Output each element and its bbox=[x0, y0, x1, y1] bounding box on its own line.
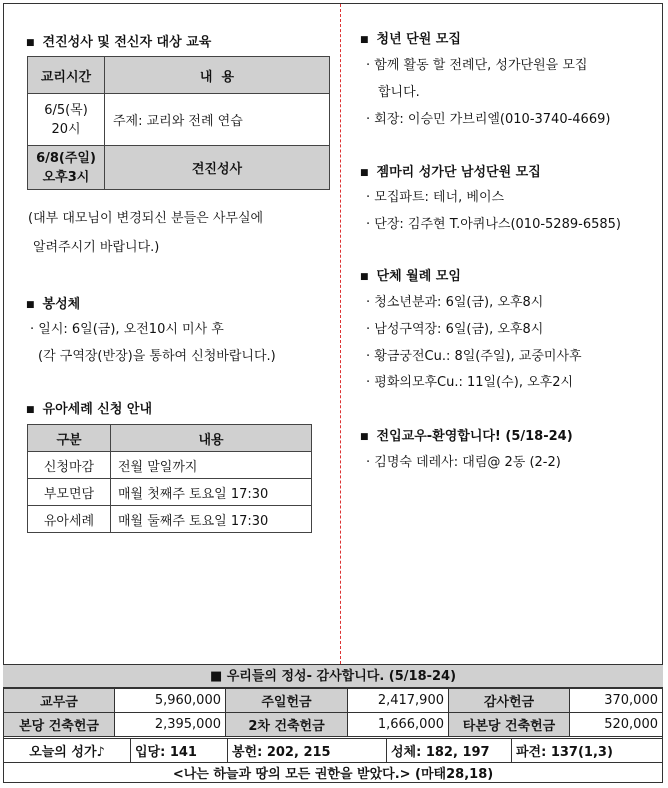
monthly-item: · 황금궁전Cu.: 8일(주일), 교중미사후 bbox=[366, 349, 582, 364]
monthly-title: ■ 단체 월례 모임 bbox=[360, 265, 461, 284]
offering-label: 주일헌금 bbox=[226, 689, 348, 713]
infant-baptism-table bbox=[27, 424, 312, 533]
youth-line-2: 합니다. bbox=[378, 85, 420, 100]
catechism-header-time: 교리시간 bbox=[28, 57, 105, 94]
newcomers-title: ■ 전입교우-환영합니다! (5/18-24) bbox=[360, 425, 573, 444]
monthly-item: · 청소년분과: 6일(금), 오후8시 bbox=[366, 295, 544, 310]
infant-row-content: 매월 둘째주 토요일 17:30 bbox=[111, 506, 312, 533]
offering-label: 타본당 건축헌금 bbox=[449, 713, 570, 737]
offering-value: 2,395,000 bbox=[115, 713, 226, 737]
column-divider bbox=[340, 4, 341, 664]
offering-value: 5,960,000 bbox=[115, 689, 226, 713]
offering-label: 2차 건축헌금 bbox=[226, 713, 348, 737]
catechism-table bbox=[27, 56, 330, 190]
offering-label: 본당 건축헌금 bbox=[4, 713, 115, 737]
infant-row-label: 유아세례 bbox=[28, 506, 111, 533]
youth-line-1: · 함께 활동 할 전례단, 성가단원을 모집 bbox=[366, 58, 588, 73]
communion-line-2: (각 구역장(반장)을 통하여 신청바랍니다.) bbox=[38, 349, 276, 364]
catechism-note-2: 알려주시기 바랍니다.) bbox=[33, 240, 160, 255]
bible-verse: <나는 하늘과 땅의 모든 권한을 받았다.> (마태28,18) bbox=[172, 767, 494, 782]
youth-line-3: · 회장: 이승민 가브리엘(010-3740-4669) bbox=[366, 112, 611, 127]
infant-baptism-title: ■ 유아세례 신청 안내 bbox=[26, 398, 152, 417]
catechism-row-time: 6/8(주일) 오후3시 bbox=[28, 146, 105, 190]
hymn-entrance: 입당: 141 bbox=[131, 739, 228, 763]
infant-row-label: 부모면담 bbox=[28, 479, 111, 506]
choir-line-2: · 단장: 김주현 T.아퀴나스(010-5289-6585) bbox=[366, 217, 621, 232]
catechism-header-content: 내 용 bbox=[105, 57, 330, 94]
hymn-offertory: 봉헌: 202, 215 bbox=[228, 739, 387, 763]
infant-header-content: 내용 bbox=[111, 425, 312, 452]
newcomers-line-1: · 김명숙 데레사: 대림@ 2동 (2-2) bbox=[366, 455, 561, 470]
monthly-item: · 남성구역장: 6일(금), 오후8시 bbox=[366, 322, 544, 337]
hymns-label: 오늘의 성가♪ bbox=[4, 739, 131, 763]
infant-row-label: 신청마감 bbox=[28, 452, 111, 479]
hymns-table bbox=[3, 738, 663, 763]
choir-title: ■ 젬마리 성가단 남성단원 모집 bbox=[360, 161, 541, 180]
offering-value: 520,000 bbox=[570, 713, 663, 737]
offering-value: 1,666,000 bbox=[348, 713, 449, 737]
offering-table bbox=[3, 688, 663, 737]
infant-header-label: 구분 bbox=[28, 425, 111, 452]
communion-line-1: · 일시: 6일(금), 오전10시 미사 후 bbox=[30, 322, 224, 337]
offering-value: 2,417,900 bbox=[348, 689, 449, 713]
catechism-row-content: 주제: 교리와 전례 연습 bbox=[105, 94, 330, 146]
offering-label: 감사헌금 bbox=[449, 689, 570, 713]
catechism-row-content: 견진성사 bbox=[105, 146, 330, 190]
monthly-item: · 평화의모후Cu.: 11일(수), 오후2시 bbox=[366, 375, 574, 390]
offering-value: 370,000 bbox=[570, 689, 663, 713]
choir-line-1: · 모집파트: 테너, 베이스 bbox=[366, 190, 505, 205]
offering-title: ■ 우리들의 정성- 감사합니다. (5/18-24) bbox=[3, 664, 663, 688]
offering-label: 교무금 bbox=[4, 689, 115, 713]
hymn-dismissal: 파견: 137(1,3) bbox=[512, 739, 663, 763]
infant-row-content: 매월 첫째주 토요일 17:30 bbox=[111, 479, 312, 506]
catechism-row-time: 6/5(목) 20시 bbox=[28, 94, 105, 146]
communion-title: ■ 봉성체 bbox=[26, 293, 80, 312]
infant-row-content: 전월 말일까지 bbox=[111, 452, 312, 479]
hymn-communion: 성체: 182, 197 bbox=[387, 739, 512, 763]
catechism-note-1: (대부 대모님이 변경되신 분들은 사무실에 bbox=[28, 211, 264, 226]
catechism-title: ■ 견진성사 및 전신자 대상 교육 bbox=[26, 31, 211, 50]
youth-title: ■ 청년 단원 모집 bbox=[360, 28, 461, 47]
